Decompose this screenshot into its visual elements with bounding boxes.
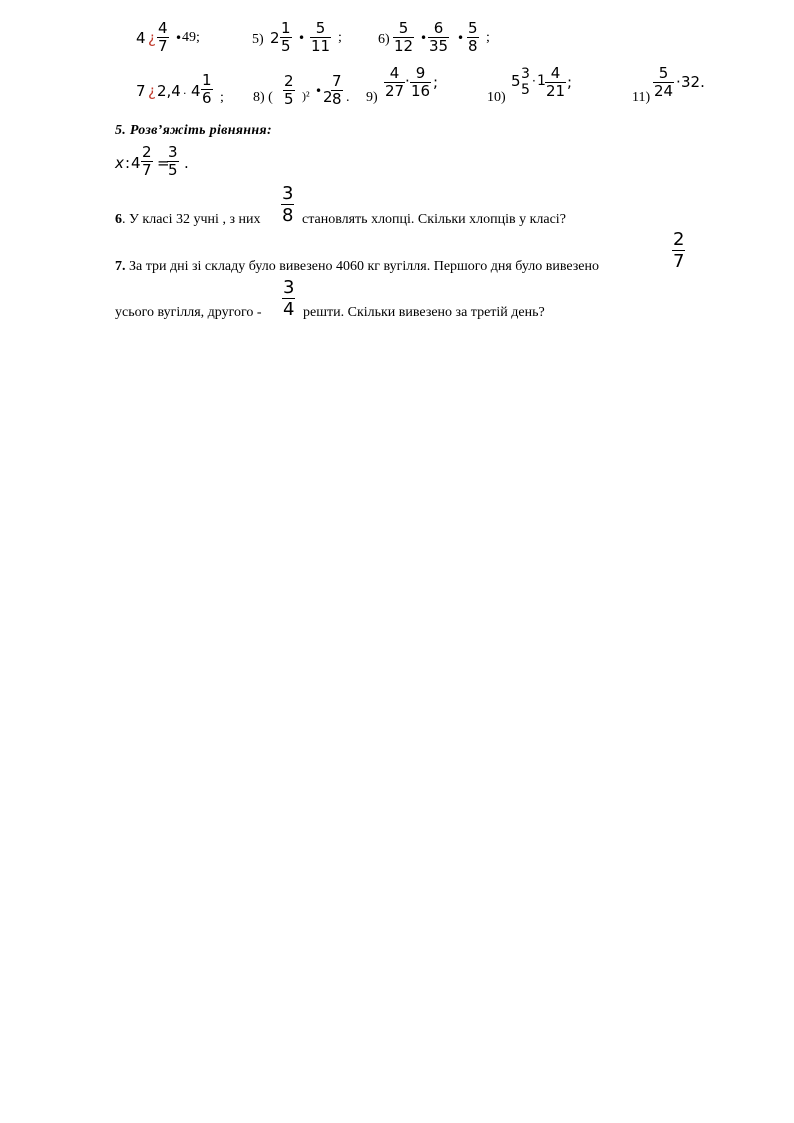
ex6-n3: 5 — [468, 19, 478, 37]
ex7-symbol: ¿ — [148, 82, 156, 100]
task7-text-1: За три дні зі складу було вивезено 4060 кг вугілля. Першого дня було вивезено — [129, 259, 599, 274]
ex10-fraction-2 — [545, 65, 566, 100]
ex5-fraction-2 — [310, 20, 331, 55]
eq-fraction-2 — [167, 144, 179, 179]
ex6-fraction-2 — [428, 20, 449, 55]
ex6-d2: 35 — [429, 37, 449, 55]
ex6-n1: 5 — [398, 19, 409, 37]
eq-whole: 4 — [131, 154, 141, 172]
eq-colon: : — [125, 154, 131, 172]
task7-frac1-numerator: 2 — [673, 229, 685, 250]
ex8-end: . — [346, 90, 350, 105]
ex7-fraction — [201, 72, 213, 107]
eq-n2: 3 — [168, 143, 178, 161]
ex6-operator-1: • — [420, 31, 428, 45]
ex4-rest: 49; — [182, 30, 200, 45]
ex11-numerator: 5 — [658, 64, 669, 82]
ex8-whole: 2 — [323, 88, 333, 106]
eq-d1: 7 — [142, 161, 152, 179]
ex10-end: ; — [567, 73, 573, 91]
ex10-n1: 3 — [521, 66, 530, 82]
ex8-d1: 5 — [284, 90, 294, 108]
ex9-d1: 27 — [385, 82, 405, 100]
ex6-label: 6) — [378, 32, 390, 47]
ex6-n2: 6 — [433, 19, 444, 37]
task6-numerator: 3 — [282, 183, 294, 204]
ex6-d3: 8 — [468, 37, 478, 55]
eq-x: x — [115, 154, 124, 172]
ex5-whole: 2 — [270, 29, 280, 47]
ex11-denominator: 24 — [654, 82, 674, 100]
ex9-n2: 9 — [415, 64, 426, 82]
ex5-fraction-1 — [280, 20, 292, 55]
ex4-symbol: ¿ — [148, 29, 156, 47]
ex4-fraction — [157, 20, 169, 55]
ex10-whole-2: 1 — [537, 73, 546, 89]
ex9-fraction-2 — [410, 65, 431, 100]
ex11-rest: 32. — [681, 73, 705, 91]
task6-text-before — [115, 212, 260, 228]
ex9-label: 9) — [366, 90, 378, 105]
task7-number: 7. — [115, 259, 126, 274]
ex10-d1: 5 — [521, 82, 530, 98]
ex8-power: )² — [302, 89, 310, 103]
eq-n1: 2 — [142, 143, 152, 161]
ex8-n2: 7 — [332, 72, 342, 90]
task7-frac1-denominator: 7 — [673, 251, 685, 272]
ex8-d2: 8 — [332, 90, 342, 108]
ex9-operator: · — [405, 72, 410, 90]
task7-line-1 — [115, 259, 599, 275]
ex8-label: 8) ( — [253, 90, 273, 105]
eq-d2: 5 — [168, 161, 178, 179]
task6-denominator: 8 — [282, 205, 294, 226]
ex6-end: ; — [486, 30, 490, 45]
task7-line-2-after: решти. Скільки вивезено за третій день? — [303, 305, 545, 320]
ex10-fraction-1 — [520, 66, 531, 98]
ex7-whole-2: 4 — [191, 82, 201, 100]
ex9-d2: 16 — [411, 82, 431, 100]
ex9-end: ; — [433, 73, 439, 91]
task6-text-after: становлять хлопці. Скільки хлопців у класі? — [302, 212, 566, 227]
task5-title: 5. Розв’яжіть рівняння: — [115, 123, 272, 138]
ex8-fraction-2 — [331, 73, 343, 108]
ex8-n1: 2 — [284, 72, 294, 90]
task7-frac2-numerator: 3 — [283, 277, 295, 298]
ex10-d2: 21 — [546, 82, 566, 100]
ex7-mid: 2,4 — [157, 82, 181, 100]
ex4-whole: 4 — [136, 29, 146, 47]
ex7-denominator: 6 — [202, 89, 212, 107]
ex5-d2: 11 — [311, 37, 331, 55]
task7-frac2-denominator: 4 — [283, 299, 295, 320]
ex6-d1: 12 — [394, 37, 414, 55]
ex10-n2: 4 — [550, 64, 561, 82]
ex4-operator: • — [175, 31, 183, 45]
eq-fraction-1 — [141, 144, 153, 179]
task6-fraction — [281, 183, 294, 226]
ex7-end: ; — [220, 90, 224, 105]
ex11-fraction — [653, 65, 674, 100]
ex9-n1: 4 — [389, 64, 400, 82]
eq-equals: = — [157, 154, 170, 172]
ex5-d1: 5 — [281, 37, 291, 55]
ex6-operator-2: • — [457, 31, 465, 45]
ex6-fraction-3 — [467, 20, 479, 55]
ex6-fraction-1 — [393, 20, 414, 55]
task6-text: . У класі 32 учні , з них — [122, 212, 261, 227]
ex11-operator: · — [676, 73, 681, 91]
ex4-numerator: 4 — [158, 19, 168, 37]
task6-number: 6 — [115, 212, 122, 227]
ex4-denominator: 7 — [158, 37, 168, 55]
ex5-operator: • — [298, 31, 306, 45]
ex10-whole-1: 5 — [511, 72, 521, 90]
task7-fraction-1 — [672, 229, 685, 272]
task7-line-2-before: усього вугілля, другого - — [115, 305, 262, 320]
ex8-operator: • — [315, 84, 323, 98]
eq-end: . — [184, 154, 189, 172]
ex7-dot: . — [183, 84, 187, 97]
ex8-fraction-1 — [283, 73, 295, 108]
task7-fraction-2 — [282, 277, 295, 320]
ex7-whole: 7 — [136, 82, 146, 100]
ex5-n2: 5 — [315, 19, 326, 37]
ex10-label: 10) — [487, 90, 506, 105]
ex5-n1: 1 — [281, 19, 291, 37]
ex5-label: 5) — [252, 32, 264, 47]
ex5-end: ; — [338, 30, 342, 45]
ex9-fraction-1 — [384, 65, 405, 100]
ex11-label: 11) — [632, 90, 651, 105]
ex7-numerator: 1 — [202, 71, 212, 89]
ex10-operator: · — [532, 74, 536, 88]
